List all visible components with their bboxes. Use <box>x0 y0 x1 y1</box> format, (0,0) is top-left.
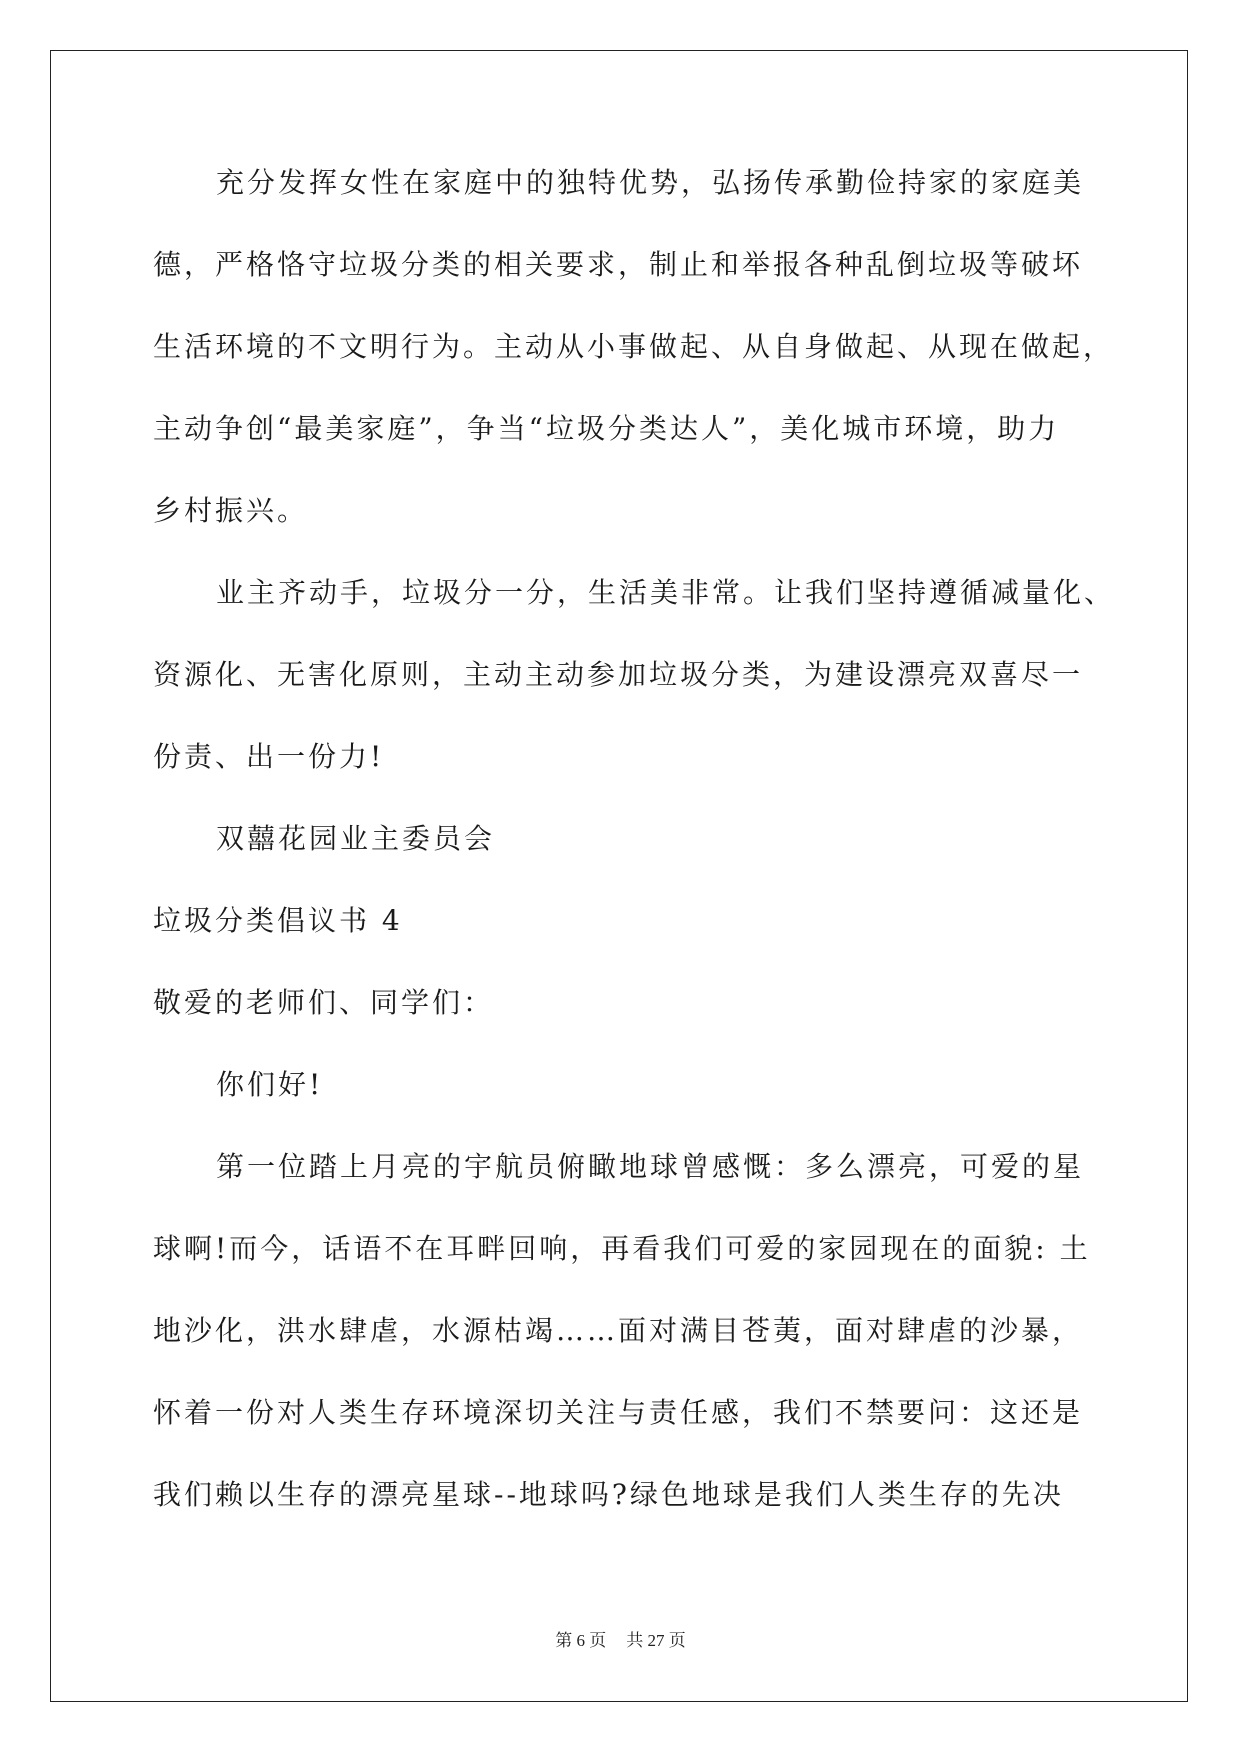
page-footer <box>0 1626 1241 1651</box>
greeting: 你们好! <box>216 1068 324 1101</box>
text-line: 德，严格恪守垃圾分类的相关要求，制止和举报各种乱倒垃圾等破坏 <box>153 248 1084 281</box>
text-line: 主动争创“最美家庭”，争当“垃圾分类达人”，美化城市环境，助力 <box>153 412 1060 445</box>
page-total: 共 27 页 <box>626 1631 686 1650</box>
page-number: 第 6 页 <box>555 1631 607 1650</box>
text-line: 怀着一份对人类生存环境深切关注与责任感，我们不禁要问：这还是 <box>153 1396 1084 1429</box>
text-line: 第一位踏上月亮的宇航员俯瞰地球曾感慨：多么漂亮，可爱的星 <box>216 1150 1085 1183</box>
salutation: 敬爱的老师们、同学们： <box>153 986 495 1019</box>
text-line: 生活环境的不文明行为。主动从小事做起、从自身做起、从现在做起， <box>153 330 1115 363</box>
section-heading: 垃圾分类倡议书 4 <box>153 904 403 937</box>
text-line: 球啊!而今，话语不在耳畔回响，再看我们可爱的家园现在的面貌: 土 <box>153 1232 1091 1265</box>
text-line: 资源化、无害化原则，主动主动参加垃圾分类，为建设漂亮双喜尽一 <box>153 658 1084 691</box>
text-line: 地沙化，洪水肆虐，水源枯竭……面对满目苍荑，面对肆虐的沙暴， <box>153 1314 1084 1347</box>
text-line: 乡村振兴。 <box>153 494 309 527</box>
signature-line: 双囍花园业主委员会 <box>216 822 496 855</box>
text-line: 充分发挥女性在家庭中的独特优势，弘扬传承勤俭持家的家庭美 <box>216 166 1085 199</box>
text-line: 份责、出一份力! <box>153 740 385 773</box>
text-line: 我们赖以生存的漂亮星球--地球吗?绿色地球是我们人类生存的先决 <box>153 1478 1064 1511</box>
document-body <box>153 163 1116 1557</box>
text-line: 业主齐动手，垃圾分一分，生活美非常。让我们坚持遵循减量化、 <box>216 576 1116 609</box>
